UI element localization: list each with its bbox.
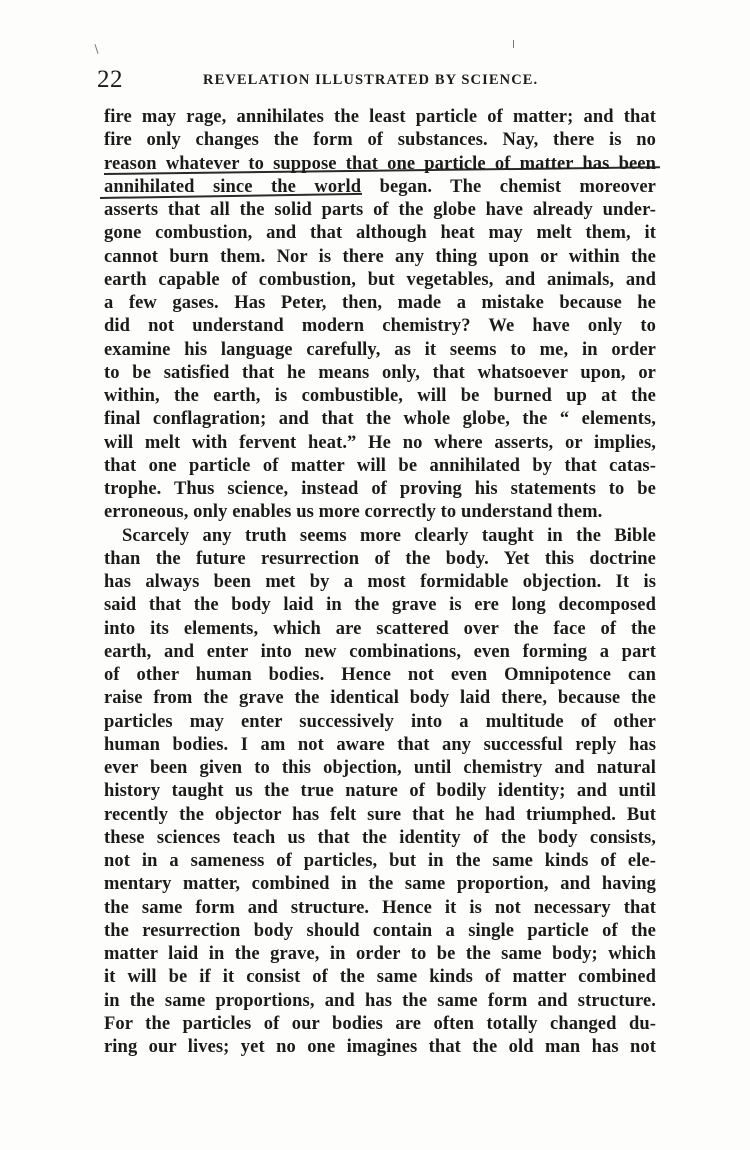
text-line: raise from the grave the identical body laid there, because the — [104, 688, 656, 709]
text-line: the resurrection body should contain a single particle of the — [104, 920, 656, 941]
paragraph-first-line: Scarcely any truth seems more clearly taught in the Bible — [122, 525, 656, 546]
text-line: final conflagration; and that the whole globe, the “ elements, — [104, 409, 656, 430]
text-line: examine his language carefully, as it seems to me, in order — [104, 339, 656, 360]
text-line: fire may rage, annihilates the least particle of matter; and that — [104, 107, 656, 127]
margin-speck — [94, 44, 98, 54]
text-line: will melt with fervent heat.” He no where asserts, or implies, — [104, 432, 656, 453]
text-line: recently the objector has felt sure that he had triumphed. But — [104, 804, 656, 825]
text-line: has always been met by a most formidable objection. It is — [104, 572, 656, 592]
text-line: said that the body laid in the grave is ere long decomposed — [104, 595, 656, 616]
body-text — [104, 106, 656, 1059]
text-line: within, the earth, is combustible, will be burned up at the — [104, 386, 656, 406]
text-line: a few gases. Has Peter, then, made a mistake because he — [104, 293, 656, 313]
text-line: mentary matter, combined in the same proportion, and having — [104, 874, 656, 895]
text-line: ever been given to this objection, until chemistry and natural — [104, 758, 656, 778]
text-line: matter laid in the grave, in order to be the same body; which — [104, 944, 656, 964]
text-line: earth, and enter into new combinations, even forming a part — [104, 641, 656, 662]
paragraph-last-line: erroneous, only enables us more correctly to understand them. — [104, 502, 603, 523]
text-line: to be satisfied that he means only, that whatsoever upon, or — [104, 362, 656, 383]
margin-speck — [513, 40, 514, 48]
text-line: these sciences teach us that the identity of the body consists, — [104, 827, 656, 848]
text-line: into its elements, which are scattered over the face of the — [104, 618, 656, 639]
text-line: than the future resurrection of the body. Yet this doctrine — [104, 548, 656, 569]
text-line: in the same proportions, and has the same form and structure. — [104, 990, 656, 1011]
page-number: 22 — [97, 66, 123, 93]
text-line: did not understand modern chemistry? We have only to — [104, 316, 656, 337]
running-head — [97, 66, 657, 96]
text-line: cannot burn them. Nor is there any thing upon or within the — [104, 246, 656, 267]
text-line: of other human bodies. Hence not even Omnipotence can — [104, 665, 656, 685]
text-line: human bodies. I am not aware that any successful reply has — [104, 734, 656, 755]
text-line: annihilated since the world began. The chemist moreover — [104, 176, 656, 197]
text-line: that one particle of matter will be annihilated by that catas- — [104, 455, 656, 476]
text-line: For the particles of our bodies are often totally changed du- — [104, 1013, 656, 1034]
text-line: particles may enter successively into a multitude of other — [104, 711, 656, 732]
text-line: ring our lives; yet no one imagines that the old man has not — [104, 1037, 656, 1057]
text-line: asserts that all the solid parts of the globe have already under- — [104, 200, 656, 220]
text-line: reason whatever to suppose that one particle of matter has been — [104, 153, 656, 174]
text-line: trophe. Thus science, instead of proving his statements to be — [104, 479, 656, 499]
text-line: it will be if it consist of the same kinds of matter combined — [104, 967, 656, 988]
text-line: the same form and structure. Hence it is not necessary that — [104, 897, 656, 918]
text-line: history taught us the true nature of bodily identity; and until — [104, 781, 656, 802]
text-line: not in a sameness of particles, but in the same kinds of ele- — [104, 851, 656, 871]
text-line: fire only changes the form of substances. Nay, there is no — [104, 130, 656, 151]
running-title: REVELATION ILLUSTRATED BY SCIENCE. — [203, 72, 539, 88]
text-line: gone combustion, and that although heat may melt them, it — [104, 223, 656, 244]
text-line: earth capable of combustion, but vegetables, and animals, and — [104, 269, 656, 290]
